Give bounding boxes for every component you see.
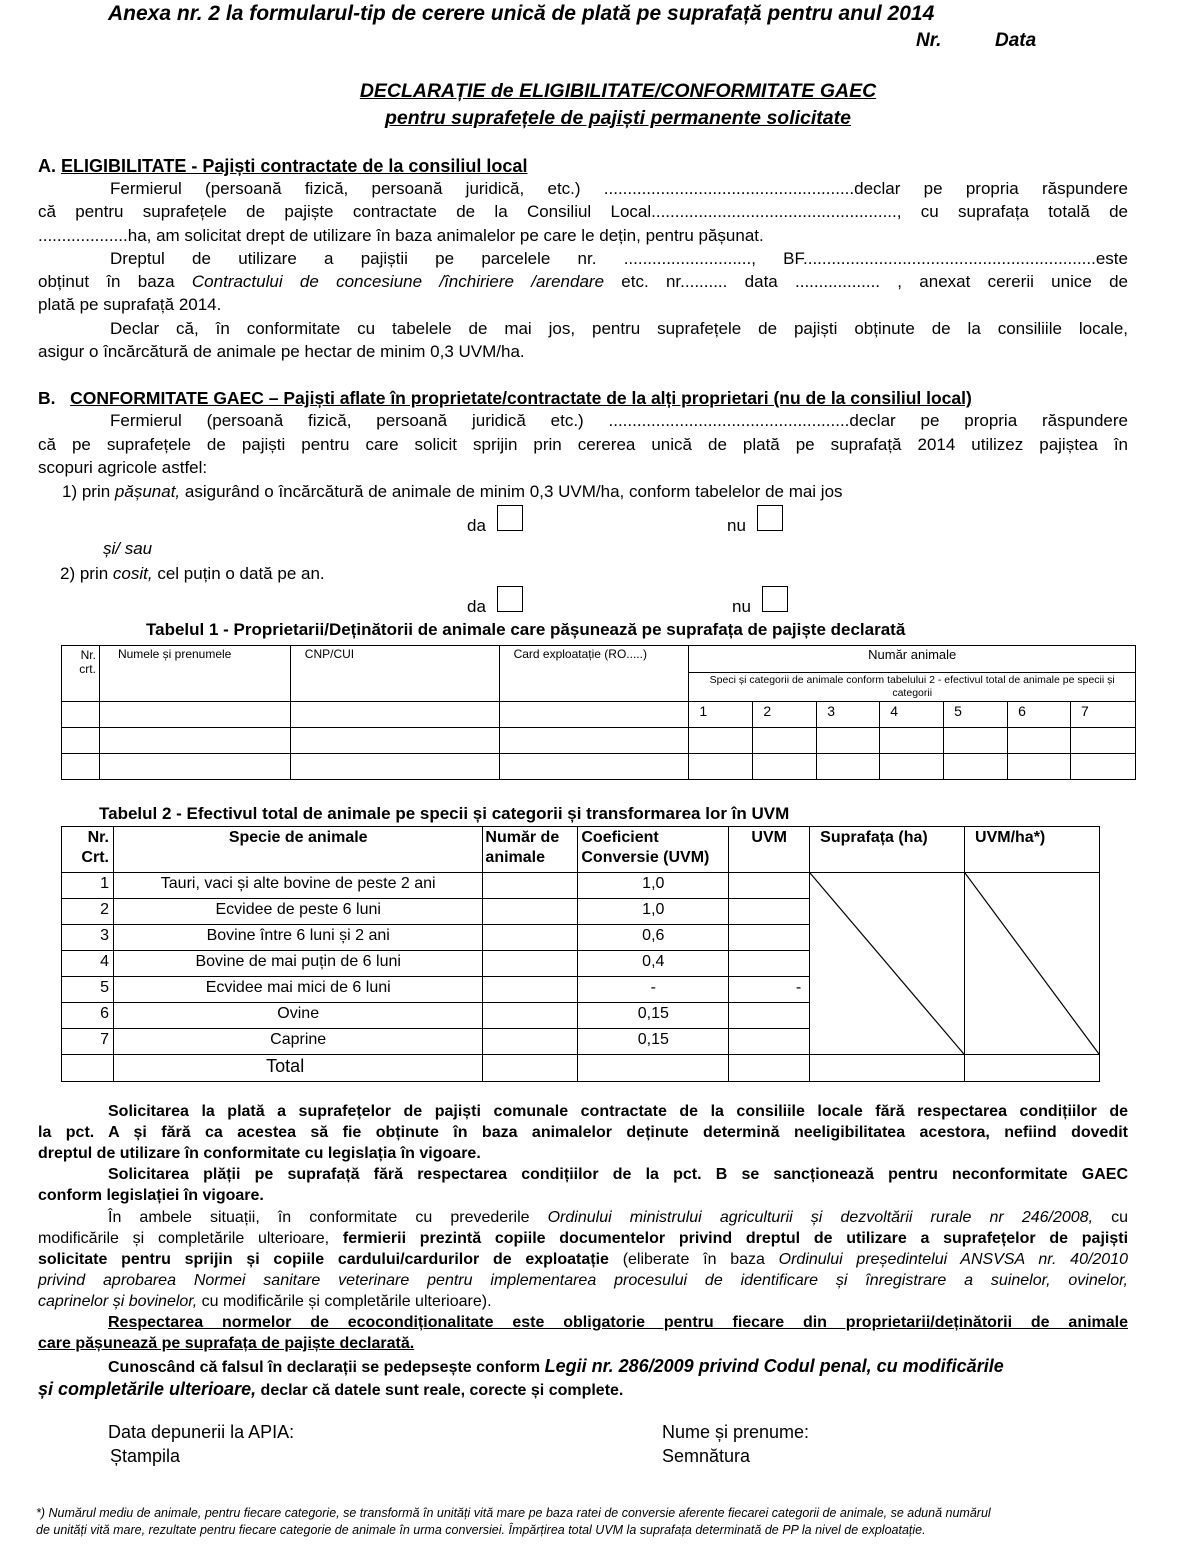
- t1-col-6: 6: [1008, 702, 1071, 728]
- section-b-text: că pe suprafețele de pajiști pentru care solicit sprijin prin cererea unică de plată pe suprafață 2014 utilizez pajiștea în: [38, 435, 1128, 454]
- text-run: (eliberate în baza: [608, 1251, 779, 1268]
- table-cell[interactable]: [499, 728, 689, 754]
- table-row: [62, 728, 1136, 754]
- section-b-prefix: B.: [38, 388, 56, 408]
- row-nr: 2: [62, 899, 114, 925]
- table-cell[interactable]: [290, 702, 499, 728]
- section-a-text: ...................ha, am solicitat drept de utilizare în baza animalelor pe care le dețin, pentru pășunat.: [38, 226, 764, 245]
- row-coef: 0,15: [578, 1029, 729, 1055]
- table-cell[interactable]: [290, 754, 499, 780]
- row-coef: 0,6: [578, 925, 729, 951]
- row-nr: 1: [62, 873, 114, 899]
- footnote: de unități vită mare, rezultate pentru fiecare categorie de animale în urma conversiei. Împărțirea total UVM la suprafața determinată de PP la nivel de exploatație.: [36, 1523, 926, 1537]
- note-text: la pct. A și fără ca acestea să fie obținute în baza animalelor deținute determină neeligibilitatea acestora, nefiind dovedit: [38, 1124, 1128, 1141]
- row-uvm[interactable]: [729, 1003, 810, 1029]
- note-text: conform legislației în vigoare.: [38, 1187, 264, 1204]
- row-numar-input[interactable]: [483, 1029, 578, 1055]
- table-cell[interactable]: [817, 728, 880, 754]
- t2-header-suprafata: Suprafața (ha): [810, 827, 965, 873]
- note-text: Solicitarea la plată a suprafețelor de pajiști comunale contractate de la consiliile locale fără respectarea condițiilor de: [108, 1103, 1128, 1120]
- nu-label: nu: [732, 597, 751, 616]
- pasunat-da-checkbox[interactable]: [497, 505, 523, 531]
- table-cell[interactable]: [499, 754, 689, 780]
- section-a-prefix: A.: [38, 156, 62, 176]
- t2-header-uvm: UVM: [729, 827, 810, 873]
- table-cell[interactable]: [1008, 728, 1071, 754]
- si-sau-label: și/ sau: [103, 539, 153, 558]
- row-numar-input[interactable]: [483, 925, 578, 951]
- table-row: [62, 1055, 1100, 1082]
- note-text: [38, 1207, 1128, 1229]
- option-cosit: [60, 563, 1150, 585]
- row-uvm[interactable]: [729, 1029, 810, 1055]
- text-run: Cunoscând că falsul în declarații se pedepsește conform: [108, 1359, 545, 1376]
- cosit-da-checkbox[interactable]: [497, 586, 523, 612]
- table-cell[interactable]: [99, 754, 290, 780]
- table2: [61, 826, 1100, 1082]
- section-a-text: că pentru suprafețele de pajiște contractate de la Consiliul Local...................................................., cu suprafața totală de: [38, 202, 1128, 221]
- total-coef: [578, 1055, 729, 1082]
- table-cell[interactable]: [753, 728, 817, 754]
- row-numar-input[interactable]: [483, 1003, 578, 1029]
- text-run: cu modificările și completările ulterioare).: [197, 1293, 492, 1310]
- note-text: Respectarea normelor de ecocondiționalitate este obligatorie pentru fiecare din proprietarii/deținătorii de animale: [108, 1314, 1128, 1331]
- table-cell[interactable]: [880, 728, 944, 754]
- text-run: declar că datele sunt reale, corecte și complete.: [256, 1382, 624, 1399]
- section-a-text: [38, 271, 1128, 293]
- t1-col-7: 7: [1071, 702, 1136, 728]
- table-cell[interactable]: [99, 702, 290, 728]
- section-b-title: CONFORMITATE GAEC – Pajiști aflate în proprietate/contractate de la alți proprietari (nu de la consiliul local): [70, 388, 972, 408]
- note-text: dreptul de utilizare în conformitate cu legislația în vigoare.: [38, 1145, 481, 1162]
- suprafata-cell[interactable]: [810, 873, 965, 1055]
- note-text: [38, 1291, 1128, 1313]
- t1-col-5: 5: [944, 702, 1008, 728]
- text-run: Contractului de concesiune /închiriere /arendare: [191, 272, 605, 291]
- option-pasunat: [62, 481, 1152, 503]
- nr-label: Nr.: [916, 30, 942, 51]
- table-cell[interactable]: [753, 754, 817, 780]
- da-label: da: [467, 597, 486, 616]
- table-cell[interactable]: [1071, 754, 1136, 780]
- stampila-label: Ștampila: [110, 1446, 181, 1466]
- row-nr: 5: [62, 977, 114, 1003]
- row-specie: Bovine între 6 luni și 2 ani: [113, 925, 482, 951]
- text-run: solicitate pentru sprijin și copiile cardului/cardurilor de exploatație: [38, 1251, 609, 1268]
- data-depunerii-label: Data depunerii la APIA:: [108, 1422, 295, 1442]
- t1-col-1: 1: [689, 702, 753, 728]
- table1: [61, 645, 1136, 780]
- table-cell[interactable]: [62, 754, 100, 780]
- pasunat-nu-checkbox[interactable]: [757, 505, 783, 531]
- declaration-title: DECLARAȚIE de ELIGIBILITATE/CONFORMITATE GAEC: [359, 80, 877, 102]
- note-text: [38, 1355, 1128, 1379]
- row-specie: Bovine de mai puțin de 6 luni: [113, 951, 482, 977]
- t1-header-cnp: CNP/CUI: [290, 646, 499, 702]
- table-cell[interactable]: [62, 702, 100, 728]
- text-run: Ordinului ministrului agriculturii și dezvoltării rurale nr 246/2008,: [547, 1209, 1094, 1226]
- text-run: și completările ulterioare,: [38, 1379, 257, 1399]
- annex-title: Anexa nr. 2 la formularul-tip de cerere unică de plată pe suprafață pentru anul 2014: [108, 2, 935, 25]
- t2-header-numar: Număr de animale: [483, 827, 578, 873]
- section-a-text: Declar că, în conformitate cu tabelele de mai jos, pentru suprafețele de pajiști obținute de la consiliile locale,: [110, 319, 1128, 338]
- row-numar-input[interactable]: [483, 899, 578, 925]
- row-specie: Tauri, vaci și alte bovine de peste 2 ani: [113, 873, 482, 899]
- data-label: Data: [995, 30, 1037, 51]
- section-b-heading: [38, 387, 1128, 409]
- text-run: modificările și completările ulterioare,: [38, 1230, 343, 1247]
- table-row: [62, 873, 1100, 899]
- row-numar-input[interactable]: [483, 873, 578, 899]
- footnote: *) Numărul mediu de animale, pentru fiecare categorie, se transformă în unități vită mare pe baza ratei de conversie aferente fiecarei categorii de animale, se adună numărul: [36, 1506, 991, 1520]
- t1-col-3: 3: [817, 702, 880, 728]
- text-run: 2) prin: [60, 564, 113, 583]
- row-coef: 1,0: [578, 873, 729, 899]
- table-row: [62, 754, 1136, 780]
- text-run: cosit,: [112, 564, 153, 583]
- text-run: Ordinului președintelui ANSVSA nr. 40/2010: [778, 1251, 1129, 1268]
- note-text: [38, 1228, 1128, 1250]
- nu-label: nu: [727, 516, 746, 535]
- t1-header-nume: Numele și prenumele: [99, 646, 290, 702]
- nume-prenume-label: Nume și prenume:: [662, 1422, 810, 1442]
- table-cell[interactable]: [689, 754, 753, 780]
- t1-col-4: 4: [880, 702, 944, 728]
- section-b-text: Fermierul (persoană fizică, persoană juridică etc.) ...................................................declar pe propria răspundere: [110, 411, 1128, 430]
- row-uvm[interactable]: -: [729, 977, 810, 1003]
- total-uvm-ha[interactable]: [965, 1055, 1100, 1082]
- row-coef: 0,15: [578, 1003, 729, 1029]
- note-text: Solicitarea plății pe suprafață fără respectarea condițiilor de la pct. B se sancționează pentru neconformitate GAEC: [108, 1166, 1128, 1183]
- section-b-text: scopuri agricole astfel:: [38, 458, 208, 477]
- row-specie: Ovine: [113, 1003, 482, 1029]
- note-text: [38, 1378, 1128, 1402]
- text-run: etc. nr.......... data .................. , anexat cererii unice de: [604, 272, 1128, 291]
- t1-header-card: Card exploatație (RO.....): [499, 646, 689, 702]
- note-text: care pășunează pe suprafața de pajiște declarată.: [38, 1335, 415, 1352]
- note-text: [38, 1249, 1128, 1271]
- row-specie: Caprine: [113, 1029, 482, 1055]
- text-run: caprinelor și bovinelor,: [38, 1293, 198, 1310]
- row-specie: Ecvidee mai mici de 6 luni: [113, 977, 482, 1003]
- text-run: pășunat,: [114, 482, 181, 501]
- section-a-text: Dreptul de utilizare a pajiștii pe parcelele nr. ..........................., BF..............................................................este: [110, 249, 1128, 268]
- text-run: obținut în baza: [38, 272, 192, 291]
- section-a-text: plată pe suprafață 2014.: [38, 295, 222, 314]
- table-cell[interactable]: [499, 702, 689, 728]
- row-numar-input[interactable]: [483, 977, 578, 1003]
- table-cell: [62, 1055, 114, 1082]
- row-coef: 1,0: [578, 899, 729, 925]
- text-run: În ambele situații, în conformitate cu prevederile: [108, 1209, 548, 1226]
- total-uvm[interactable]: [729, 1055, 810, 1082]
- section-a-title: ELIGIBILITATE - Pajiști contractate de la consiliul local: [61, 156, 528, 176]
- table-cell[interactable]: [1008, 754, 1071, 780]
- t1-header-nr: Nr. crt.: [62, 646, 100, 702]
- text-run: asigurând o încărcătură de animale de minim 0,3 UVM/ha, conform tabelelor de mai jos: [180, 482, 843, 501]
- table2-caption: Tabelul 2 - Efectivul total de animale pe specii și categorii și transformarea lor în UVM: [99, 804, 790, 823]
- text-run: fermierii prezintă copiile documentelor privind dreptul de utilizare a suprafețelor de pajiști: [342, 1230, 1129, 1247]
- row-nr: 6: [62, 1003, 114, 1029]
- note-text: privind aprobarea Normei sanitare veterinare pentru implementarea procesului de identificare și înregistrare a suinelor, ovinelor,: [38, 1272, 1128, 1289]
- table-cell[interactable]: [944, 728, 1008, 754]
- cosit-nu-checkbox[interactable]: [762, 586, 788, 612]
- t1-header-numar: Număr animale: [689, 646, 1136, 673]
- row-uvm[interactable]: [729, 951, 810, 977]
- da-label: da: [467, 516, 486, 535]
- t2-header-specie: Specie de animale: [113, 827, 482, 873]
- semnatura-label: Semnătura: [662, 1446, 751, 1466]
- section-a-text: Fermierul (persoană fizică, persoană juridică, etc.) .....................................................declar pe propria răspundere: [110, 179, 1128, 198]
- t1-header-sub: Speci și categorii de animale conform tabelului 2 - efectivul total de animale pe specii și categorii: [689, 673, 1136, 702]
- row-numar-input[interactable]: [483, 951, 578, 977]
- text-run: cel puțin o dată pe an.: [152, 564, 325, 583]
- row-nr: 3: [62, 925, 114, 951]
- diagonal-strike-icon: [810, 873, 964, 1054]
- section-a-text: asigur o încărcătură de animale pe hectar de minim 0,3 UVM/ha.: [38, 342, 525, 361]
- row-uvm[interactable]: [729, 925, 810, 951]
- row-specie: Ecvidee de peste 6 luni: [113, 899, 482, 925]
- total-numar[interactable]: [483, 1055, 578, 1082]
- t1-col-2: 2: [753, 702, 817, 728]
- table-cell[interactable]: [944, 754, 1008, 780]
- table-cell[interactable]: [62, 728, 100, 754]
- table-cell[interactable]: [689, 728, 753, 754]
- table-cell[interactable]: [1071, 728, 1136, 754]
- row-nr: 4: [62, 951, 114, 977]
- row-coef: 0,4: [578, 951, 729, 977]
- t2-header-uvm-ha: UVM/ha*): [965, 827, 1100, 873]
- table1-caption: Tabelul 1 - Proprietarii/Deținătorii de animale care pășunează pe suprafața de pajiște declarată: [146, 620, 906, 639]
- section-a-heading: [38, 155, 1128, 177]
- text-run: cu: [1093, 1209, 1129, 1226]
- table-cell[interactable]: [290, 728, 499, 754]
- text-run: 1) prin: [62, 482, 115, 501]
- declaration-subtitle: pentru suprafețele de pajiști permanente solicitate: [385, 107, 851, 129]
- table-cell[interactable]: [880, 754, 944, 780]
- row-uvm[interactable]: [729, 873, 810, 899]
- total-suprafata[interactable]: [810, 1055, 965, 1082]
- table-cell[interactable]: [99, 728, 290, 754]
- t2-header-nr: Nr. Crt.: [62, 827, 114, 873]
- text-run: Legii nr. 286/2009 privind Codul penal, cu modificările: [544, 1356, 1004, 1376]
- uvm-ha-cell[interactable]: [965, 873, 1100, 1055]
- row-coef: -: [578, 977, 729, 1003]
- row-nr: 7: [62, 1029, 114, 1055]
- row-uvm[interactable]: [729, 899, 810, 925]
- table-cell[interactable]: [817, 754, 880, 780]
- total-label: Total: [113, 1055, 482, 1082]
- diagonal-strike-icon: [965, 873, 1099, 1054]
- t2-header-coef: Coeficient Conversie (UVM): [578, 827, 729, 873]
